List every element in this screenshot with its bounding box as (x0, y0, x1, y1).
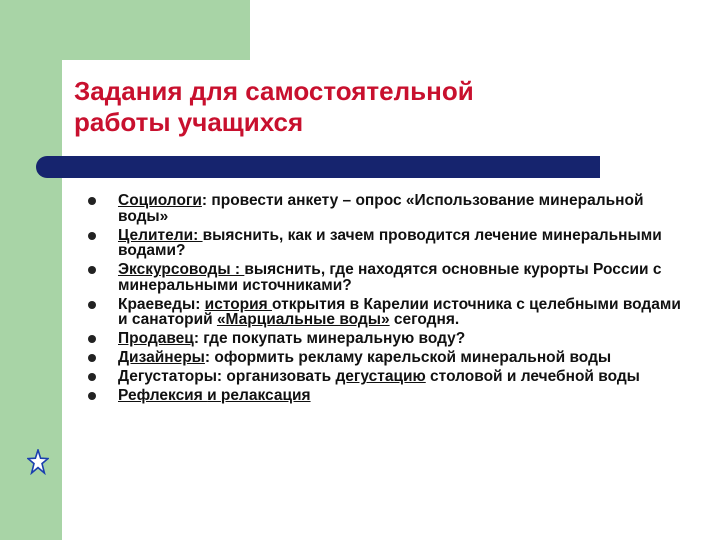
title-line-1: Задания для самостоятельной (74, 76, 474, 106)
role-label: Дизайнеры (118, 349, 205, 367)
task-text: : провести анкету – опрос «Использование минеральной воды» (118, 192, 644, 225)
star-outline-icon[interactable] (27, 449, 49, 475)
task-text: открытия в Карелии источника с целебными водами и санаторий (118, 295, 681, 329)
task-list (88, 193, 688, 407)
list-item (88, 369, 688, 385)
history-link[interactable]: история (204, 295, 273, 313)
bullet-dot-icon (88, 197, 96, 205)
list-item (88, 388, 688, 404)
role-label: Продавец (118, 330, 194, 348)
role-label: Краеведы: (118, 295, 205, 313)
list-item (88, 193, 688, 224)
role-label: Целители: (118, 226, 203, 244)
martial-waters-link[interactable]: «Марциальные воды» (216, 311, 390, 329)
list-item (88, 228, 688, 259)
list-item (88, 262, 688, 293)
task-text: выяснить, как и зачем проводится лечение минеральными водами? (118, 226, 662, 260)
task-text: : где покупать минеральную воду? (193, 330, 466, 348)
task-text: столовой и лечебной воды (425, 368, 640, 386)
task-text-end: сегодня. (389, 311, 460, 329)
role-label: Дегустаторы: организовать (118, 368, 336, 386)
bullet-dot-icon (88, 392, 96, 400)
reflection-link[interactable]: Рефлексия (118, 387, 208, 405)
title-divider-bar (36, 156, 600, 178)
task-text: : оформить рекламу карельской минеральной воды (204, 349, 612, 367)
bullet-dot-icon (88, 373, 96, 381)
bullet-dot-icon (88, 232, 96, 240)
list-item (88, 350, 688, 366)
role-label: Экскурсоводы : (118, 261, 245, 279)
list-item (88, 297, 688, 328)
bullet-dot-icon (88, 354, 96, 362)
and-text: и (207, 387, 221, 405)
tasting-link[interactable]: дегустацию (335, 368, 426, 386)
role-label: Социологи (118, 192, 202, 209)
slide-title (74, 76, 674, 138)
bullet-dot-icon (88, 335, 96, 343)
bullet-dot-icon (88, 301, 96, 309)
list-item (88, 331, 688, 347)
relaxation-link[interactable]: релаксация (220, 387, 311, 405)
task-text: выяснить, где находятся основные курорты России с минеральными источниками? (118, 261, 662, 294)
bullet-dot-icon (88, 266, 96, 274)
title-line-2: работы учащихся (74, 107, 304, 137)
